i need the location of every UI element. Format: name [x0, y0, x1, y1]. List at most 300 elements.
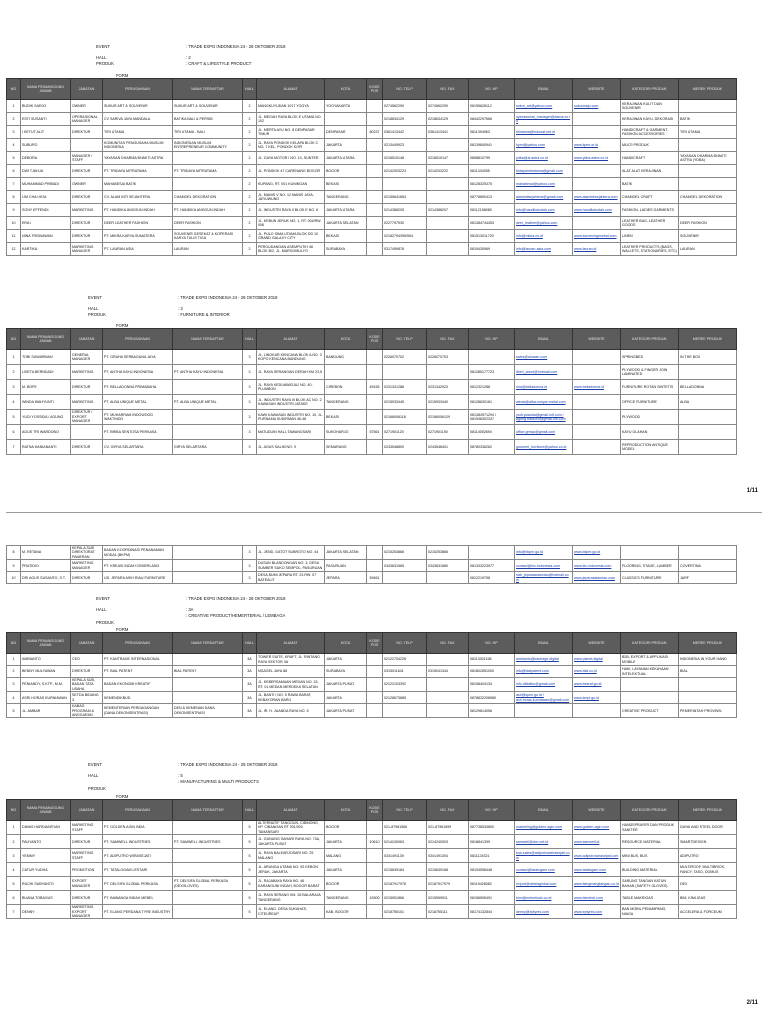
cell-hall: 3: [243, 546, 257, 560]
column-header: KODE POS: [367, 800, 383, 821]
cell-perusahaan: PT. MIKRA KARYA SUMATERA: [103, 230, 173, 243]
cell-telp: 0214240063: [383, 835, 427, 849]
cell-email[interactable]: ydba@ai.astra.co.id: [515, 152, 573, 165]
cell-hp: 0812219758: [469, 572, 515, 584]
cell-perusahaan: PT. ADIPUTRO WIRASEJATI: [103, 849, 173, 863]
cell-kode-pos: [367, 704, 383, 718]
cell-no: 9: [7, 560, 21, 572]
cell-merek: DEX: [679, 877, 737, 891]
table-row: [7, 152, 737, 165]
event-value: : TRADE EXPO INDONESIA 24 - 28 OKTOBER 2018: [178, 295, 278, 300]
cell-no: 7: [7, 905, 21, 919]
cell-website[interactable]: www.samwell.id: [573, 835, 621, 849]
cell-kategori: B2B, EXPORT & APPLIKASI MOBILE: [621, 654, 679, 666]
cell-nama-terdaftar: PT. SAMWELL INDUSTRIES: [173, 835, 243, 849]
cell-telp: 0231341288: [383, 380, 427, 395]
cell-perusahaan: PT. SAMWELL INDUSTRIES: [103, 835, 173, 849]
table-row: [7, 666, 737, 678]
cell-email[interactable]: alamintisejahtera@gmail.com: [515, 191, 573, 204]
cell-hall: 3: [243, 380, 257, 395]
cell-email[interactable]: contact@tatalogam.com: [515, 863, 573, 877]
cell-fax: 0243548401: [427, 440, 469, 455]
cell-no: 2: [7, 835, 21, 849]
cell-kota: SEMARANG: [325, 440, 367, 455]
cell-nama: WINDA WAHYUNTI: [21, 395, 71, 410]
cell-alamat: ALTERNATIF TANGGUN, CIBINONG, KP. CIBANGAN RT 001/003 TAMANSARI: [257, 821, 325, 835]
cell-nama: JL. AMBAR: [21, 704, 71, 718]
cell-fax: 02166006129: [427, 410, 469, 425]
cell-alamat: JL. AGUS SALIM NO. 9: [257, 440, 325, 455]
cell-email[interactable]: rina@belladonna.id: [515, 380, 573, 395]
table-header-row: [7, 800, 737, 821]
column-header: NO: [7, 329, 21, 350]
cell-kategori: CREATIVE PRODUCT: [621, 704, 679, 718]
cell-email[interactable]: marketing@golden-agin.com: [515, 821, 573, 835]
cell-nama: DWI TJAHJA: [21, 165, 71, 178]
cell-alamat: JL. RAYA PONDOK KELAPA BLOK C NO. 7 KEL. PONDOK KOPI: [257, 139, 325, 152]
cell-hp: 08114052694: [469, 425, 515, 440]
cell-perusahaan: PT. HANDIKA ANGGUN INDAH: [103, 204, 173, 217]
cell-website: [573, 704, 621, 718]
cell-merek: DAYAI AND STEEL DOOR: [679, 821, 737, 835]
cell-no: 7: [7, 178, 21, 191]
cell-website[interactable]: www.alamintisejahtera.com: [573, 191, 621, 204]
cell-jabatan: GENERAL MANAGER: [71, 350, 103, 365]
cell-hp: 0811334055: [469, 165, 515, 178]
cell-email[interactable]: denny@eptyres.com: [515, 905, 573, 919]
cell-hall: 5: [243, 905, 257, 919]
hall-value: : 3: [178, 306, 183, 311]
table-row: [7, 905, 737, 919]
cell-kota: JEPARA: [325, 572, 367, 584]
column-header: MEREK PRODUK: [679, 800, 737, 821]
cell-kode-pos: [367, 165, 383, 178]
column-header: WEBSITE: [573, 79, 621, 100]
cell-website[interactable]: www.souvenirgesekat.com: [573, 230, 621, 243]
cell-website[interactable]: www.eptyres.com: [573, 905, 621, 919]
cell-hall: 3A: [243, 704, 257, 718]
cell-website: [573, 365, 621, 380]
column-header: NO. TELP: [383, 633, 427, 654]
cell-nama: DENNY: [21, 905, 71, 919]
cell-telp: 0315011641: [383, 666, 427, 678]
cell-alamat: JL. KEBUN JERUK NO. 1, RT. 004/RW. 006: [257, 217, 325, 230]
cell-email[interactable]: tiriutama@indosat.net.id: [515, 126, 573, 139]
cell-merek: [679, 410, 737, 425]
cell-no: 10: [7, 572, 21, 584]
cell-kota: SUKOHARJO: [325, 425, 367, 440]
table-row: [7, 113, 737, 126]
cell-kota: JAKARTA SELATAN: [325, 546, 367, 560]
hall-label: HALL: [96, 607, 107, 612]
cell-telp: 0341491139: [383, 849, 427, 863]
event-label: EVENT: [88, 295, 102, 300]
cell-no: 2: [7, 113, 21, 126]
column-header: JABATAN: [71, 79, 103, 100]
cell-jabatan: DIREKTUR: [71, 191, 103, 204]
cell-hp: 08156595491: [469, 891, 515, 905]
table-row: [7, 410, 737, 425]
cell-kategori: LEATHER BAG, LEATHER GOODS: [621, 217, 679, 230]
cell-perusahaan: PT. GOLDEN AGIN INDA: [103, 821, 173, 835]
cell-jabatan: MARKETING: [71, 365, 103, 380]
cell-email[interactable]: export@delsiaglobal.com: [515, 877, 573, 891]
cell-merek: PEMERINTAH PROVINSI: [679, 704, 737, 718]
cell-website[interactable]: www.ydba.astra.co.id: [573, 152, 621, 165]
form-label: FORM: [116, 323, 129, 328]
cell-fax: [427, 678, 469, 692]
column-header: HALL: [243, 329, 257, 350]
cell-no: 6: [7, 425, 21, 440]
column-header: KATEGORI PRODUK: [621, 633, 679, 654]
cell-email: [515, 704, 573, 718]
cell-kategori: ALAT ALAT KERAJINAN: [621, 165, 679, 178]
cell-hp: 08442297666: [469, 113, 515, 126]
table-row: [7, 350, 737, 365]
cell-nama: M. RETANA: [21, 546, 71, 560]
cell-website[interactable]: www.handikaindah.com: [573, 204, 621, 217]
cell-kota: PASURUAN: [325, 560, 367, 572]
cell-telp: 0227797930: [383, 217, 427, 230]
column-header: NO. HP: [469, 800, 515, 821]
cell-nama-terdaftar: [173, 152, 243, 165]
cell-jabatan: MARKETING STAFF: [71, 821, 103, 835]
cell-nama: AGUS TRI WARDONO: [21, 425, 71, 440]
cell-website[interactable]: www.kpmi.or.id: [573, 139, 621, 152]
cell-nama-terdaftar: [173, 849, 243, 863]
cell-no: 4: [7, 395, 21, 410]
produk-value: : MANUFACTURING & MULTI PRODUCTS: [178, 779, 259, 784]
cell-fax: [427, 572, 469, 584]
cell-jabatan: DIREKTUR: [71, 891, 103, 905]
cell-alamat: PERGUDANGAN ASEMPUTIH 48 BLOK B/2, JL. MARGOMULYO: [257, 243, 325, 256]
cell-merek: BELLADONNA: [679, 380, 737, 395]
cell-email[interactable]: info@bkpm.go.id: [515, 546, 573, 560]
cell-jabatan: [71, 139, 103, 152]
cell-kode-pos: [367, 692, 383, 704]
cell-nama: ESTI SUSANTI: [21, 113, 71, 126]
cell-alamat: JL. RAYA BALEARJOSARI NO. 25 MALANG: [257, 849, 325, 863]
cell-fax: 0271901190: [427, 425, 469, 440]
cell-no: 11: [7, 230, 21, 243]
cell-email[interactable]: tridayamitratama@gmail.com: [515, 165, 573, 178]
cell-telp: 0271901120: [383, 425, 427, 440]
cell-hp: 087736533800: [469, 821, 515, 835]
cell-nama-terdaftar: TIRI UTAMA - BALI: [173, 126, 243, 139]
cell-hall: 3: [243, 440, 257, 455]
column-header: JABATAN: [71, 329, 103, 350]
cell-website[interactable]: www.jeparaasianriau.com: [573, 572, 621, 584]
cell-telp: [383, 365, 427, 380]
cell-nama: RATNA HANIANANTI: [21, 440, 71, 455]
column-header: KOTA: [325, 329, 367, 350]
cell-nama-terdaftar: [173, 572, 243, 584]
cell-nama-terdaftar: BATIKA BALI & PERSIB: [173, 113, 243, 126]
cell-email[interactable]: deer_leather@yahoo.com: [515, 217, 573, 230]
cell-email[interactable]: bimi@mebelindo.co.id: [515, 891, 573, 905]
cell-telp: 02122704226: [383, 654, 427, 666]
cell-nama-terdaftar: [173, 350, 243, 365]
cell-telp: 02142003223: [383, 165, 427, 178]
cell-nama-terdaftar: DEER FASHION: [173, 217, 243, 230]
cell-perusahaan: CV SARIVA JAYA MANDALA: [103, 113, 173, 126]
cell-hp: 0818841399: [469, 835, 515, 849]
cell-alamat: JL. IR. H. JUANDA RAYA NO. 5: [257, 704, 325, 718]
column-header: HALL: [243, 633, 257, 654]
cell-website: [573, 410, 621, 425]
cell-fax: 0231342923: [427, 380, 469, 395]
cell-hall: 3A: [243, 666, 257, 678]
form-label: FORM: [116, 794, 129, 799]
cell-email[interactable]: ambianto@kantrage.digital: [515, 654, 573, 666]
hall-value: : 3A: [186, 607, 194, 612]
cell-alamat: TOWER SUITE, KRAFT, JL. RINTANG RAYA SEKTOR 3A: [257, 654, 325, 666]
cell-nama: KARTIKA: [21, 243, 71, 256]
column-header: KODE POS: [367, 329, 383, 350]
column-header: EMAIL: [515, 329, 573, 350]
table-row: [7, 380, 737, 395]
column-header: NO. FAX: [427, 329, 469, 350]
cell-email[interactable]: winda@alba-unique-metal.com: [515, 395, 573, 410]
table-row: [7, 100, 737, 113]
cell-email[interactable]: yudi.yossida@gmail-intl.com / agung.baskoro@gmail-intl.com: [515, 410, 573, 425]
cell-email[interactable]: info@mikra.co.id: [515, 230, 573, 243]
cell-no: 6: [7, 891, 21, 905]
cell-perusahaan: YAYASAN DHARMA BHAKTI ASTRA: [103, 152, 173, 165]
cell-hall: 2: [243, 113, 257, 126]
cell-telp: 0215253866: [383, 546, 427, 560]
cell-website[interactable]: www.tiangmangtangan.co.id: [573, 877, 621, 891]
cell-kode-pos: [367, 152, 383, 165]
cell-website[interactable]: www.kic-indonesia.com: [573, 560, 621, 572]
cell-kategori: PLYWOOD: [621, 410, 679, 425]
cell-website[interactable]: www.adiputrowirasejati.com: [573, 849, 621, 863]
cell-email[interactable]: info.diklatbu@gmail.com: [515, 678, 573, 692]
cell-kode-pos: [367, 560, 383, 572]
cell-hall: 3A: [243, 692, 257, 704]
cell-kota: BANDUNG: [325, 350, 367, 365]
cell-website[interactable]: www.golden-agin.com: [573, 821, 621, 835]
produk-label: PRODUK: [88, 786, 106, 791]
cell-kota: JAKARTA UTARA: [325, 152, 367, 165]
cell-alamat: JL. ARUNGA UTAMA NO. 00 KEBON JERUK, JAKARTA: [257, 863, 325, 877]
cell-nama-terdaftar: PT. DELSIFA GLOBAL PERKASA (DEXGLOVES): [173, 877, 243, 891]
cell-hall: 2: [243, 178, 257, 191]
cell-kategori: LINEN: [621, 230, 679, 243]
column-header: NO: [7, 800, 21, 821]
column-header: KOTA: [325, 800, 367, 821]
cell-nama-terdaftar: [173, 692, 243, 704]
cell-telp: 0343631565: [383, 560, 427, 572]
cell-nama-terdaftar: SOUVENIR GESEKAT & KOPERASI KARYA TULIS TIGA: [173, 230, 243, 243]
cell-nama: BENNY MULYAWAN: [21, 666, 71, 678]
cell-jabatan: EXPORT MANAGER: [71, 877, 103, 891]
column-header: ALAMAT: [257, 800, 325, 821]
produk-label: PRODUK: [96, 61, 114, 66]
column-header: NAMA TERDAFTAR: [173, 633, 243, 654]
cell-email[interactable]: info@bialpatent.com: [515, 666, 573, 678]
column-header: NAMA TERDAFTAR: [173, 800, 243, 821]
column-header: KATEGORI PRODUK: [621, 800, 679, 821]
cell-email[interactable]: samwell@cbn.net.id: [515, 835, 573, 849]
cell-website[interactable]: www.planet.digital: [573, 654, 621, 666]
table-row: [7, 178, 737, 191]
cell-email[interactable]: riab_jeparaasianriau@hotmail.com: [515, 572, 573, 584]
cell-website[interactable]: sukurmaju.com: [573, 100, 621, 113]
cell-hall: 5: [243, 863, 257, 877]
cell-website[interactable]: www.bkpm.go.id: [573, 546, 621, 560]
cell-email[interactable]: asri@kpmi.go.id / asri.horas.kurniawan@gmail.com: [515, 692, 573, 704]
cell-website[interactable]: www.tatalogam.com: [573, 863, 621, 877]
cell-fax: 0214240003: [427, 835, 469, 849]
cell-kota: JAKARTA: [325, 863, 367, 877]
cell-alamat: JL. INDUSTRI RAYA II BLOK E NO. 6: [257, 204, 325, 217]
cell-jabatan: DIREKTUR: [71, 835, 103, 849]
cell-no: 2: [7, 666, 21, 678]
cell-kategori: [621, 678, 679, 692]
cell-kota: JAKARTA: [325, 654, 367, 666]
table-row: [7, 704, 737, 718]
table-row: [7, 891, 737, 905]
cell-kategori: HANDSPRAYER DAN PRODUK SANITER: [621, 821, 679, 835]
cell-kategori: TABLE MAKRIGAS: [621, 891, 679, 905]
cell-email[interactable]: kpmi@yahoo.com: [515, 139, 573, 152]
cell-website[interactable]: www.bekraf.go.id: [573, 678, 621, 692]
cell-jabatan: MARKETING STAFF: [71, 849, 103, 863]
table-row: [7, 877, 737, 891]
cell-no: 5: [7, 410, 21, 425]
cell-kota: TANGERANG: [325, 191, 367, 204]
cell-email[interactable]: operasional_manager@dama.co.id: [515, 113, 573, 126]
cell-kategori: KERAJINAN KAYU, DEKORASI: [621, 113, 679, 126]
cell-hall: 2: [243, 152, 257, 165]
cell-alamat: JL. MEGAH RAYA BLOK E UTAMA NO. 102: [257, 113, 325, 126]
column-header: NO: [7, 633, 21, 654]
cell-fax: 0215253866: [427, 546, 469, 560]
column-header: NO. FAX: [427, 79, 469, 100]
table-row: [7, 165, 737, 178]
cell-nama-terdaftar: GIRYA SELARTARA: [173, 440, 243, 455]
cell-kategori: REPRODUCTION ANTIQUE MODEL: [621, 440, 679, 455]
column-header: HALL: [243, 800, 257, 821]
cell-jabatan: DIREKTUR: [71, 440, 103, 455]
cell-merek: BATIK: [679, 113, 737, 126]
cell-nama-terdaftar: [173, 654, 243, 666]
column-header: NAMA TERDAFTAR: [173, 79, 243, 100]
cell-nama-terdaftar: [173, 425, 243, 440]
hall-value: : 2: [186, 55, 191, 60]
cell-no: 3: [7, 678, 21, 692]
cell-kategori: HANDICRAFT: [621, 152, 679, 165]
cell-email[interactable]: bus.sales@adiputroweirasejati.com: [515, 849, 573, 863]
cell-hp: 081384744453: [469, 217, 515, 230]
cell-hp: 081513011720: [469, 230, 515, 243]
cell-email[interactable]: liberl_wood@hotmail.com: [515, 365, 573, 380]
cell-merek: JARF: [679, 572, 737, 584]
table-row: [7, 546, 737, 560]
cell-alamat: KAWI KAWASAN INDUSTRI NO. 10, JL. PURNAMA SUDIRMAN 46-48: [257, 410, 325, 425]
cell-kode-pos: [367, 350, 383, 365]
cell-no: 4: [7, 863, 21, 877]
cell-website: [573, 113, 621, 126]
cell-website[interactable]: www.lauran.id: [573, 243, 621, 256]
cell-hall: 2: [243, 230, 257, 243]
cell-website[interactable]: www.kmpi.go.id: [573, 692, 621, 704]
cell-email[interactable]: office.gmwp@gmail.com: [515, 425, 573, 440]
cell-kode-pos: [367, 243, 383, 256]
cell-hall: 3: [243, 425, 257, 440]
cell-merek: [679, 678, 737, 692]
column-header: ALAMAT: [257, 329, 325, 350]
cell-kode-pos: [367, 139, 383, 152]
cell-email[interactable]: info@lauran-asia.com: [515, 243, 573, 256]
cell-nama: PAUYANTO: [21, 835, 71, 849]
cell-email[interactable]: sukur_art@yahoo.com: [515, 100, 573, 113]
cell-fax: 0216510147: [427, 152, 469, 165]
column-header: MEREK PRODUK: [679, 633, 737, 654]
cell-kota: JAKARTA PUSAT: [325, 704, 367, 718]
cell-email[interactable]: sales@aluwan.com: [515, 350, 573, 365]
cell-website: [573, 350, 621, 365]
cell-merek: [679, 546, 737, 560]
cell-no: 5: [7, 877, 21, 891]
cell-kategori: BAN MOBIL PENUMPANG, NIAGA: [621, 905, 679, 919]
cell-kode-pos: [367, 546, 383, 560]
cell-website[interactable]: www.belladonna.id: [573, 380, 621, 395]
cell-kategori: [621, 546, 679, 560]
cell-kota: JAKARTA SELATAN: [325, 217, 367, 230]
cell-nama: TOBI SUWARMAN: [21, 350, 71, 365]
cell-website[interactable]: www.bial.co.id: [573, 666, 621, 678]
cell-no: 3: [7, 849, 21, 863]
cell-alamat: JL. GUNUNG SAHARI RAYA NO. 73A, JAKARTA PUSAT: [257, 835, 325, 849]
cell-kode-pos: [367, 666, 383, 678]
cell-nama-terdaftar: [173, 821, 243, 835]
cell-hp: 08194558448: [469, 863, 515, 877]
cell-hall: 2: [243, 139, 257, 152]
cell-email[interactable]: mahabesai@yahoo.com: [515, 178, 573, 191]
cell-nama-terdaftar: PT. TRIDAYA MITRATAMA: [173, 165, 243, 178]
cell-nama: ERA I: [21, 217, 71, 230]
cell-website[interactable]: www.bimebel.com: [573, 891, 621, 905]
cell-nama: AMBIANTO: [21, 654, 71, 666]
cell-kode-pos: 59461: [367, 572, 383, 584]
cell-no: 1: [7, 821, 21, 835]
column-header: NAMA PENANGGUNG JAWAB: [21, 800, 71, 821]
cell-hall: 5: [243, 891, 257, 905]
cell-kategori: FLOORING, STAGE, LUMBER: [621, 560, 679, 572]
cell-nama-terdaftar: [173, 891, 243, 905]
cell-perusahaan: UD. JEPARA ASIH RIAU FURNITURE: [103, 572, 173, 584]
cell-email[interactable]: contact@kic-indonesia.com: [515, 560, 573, 572]
cell-email[interactable]: info@handikaindah.com: [515, 204, 573, 217]
cell-nama: DRI AGUS SUSANTO, S.T.: [21, 572, 71, 584]
produk-value: : CREATIVE PRODUCT/HEMERTERIAL / LEMBAGA: [186, 613, 286, 618]
cell-no: 1: [7, 350, 21, 365]
event-value: : TRADE EXPO INDONESIA 24 - 28 OKTOBER 2018: [178, 762, 278, 767]
cell-fax: 0215639168: [427, 863, 469, 877]
cell-no: 8: [7, 191, 21, 204]
cell-fax: 0214203222: [427, 165, 469, 178]
cell-merek: LAURAN: [679, 243, 737, 256]
cell-email[interactable]: gourmet_furniture@yahoo.co.id: [515, 440, 573, 455]
cell-nama-terdaftar: BIAL PATENT: [173, 666, 243, 678]
cell-alamat: KUPANG, RT. 001 KUNINGAN: [257, 178, 325, 191]
cell-merek: TIRI UTAMA: [679, 126, 737, 139]
cell-alamat: JL. GAYA MOTOR I NO. 10, SUNTER: [257, 152, 325, 165]
cell-no: 1: [7, 100, 21, 113]
cell-kategori: BUILDING MATERIAL: [621, 863, 679, 877]
